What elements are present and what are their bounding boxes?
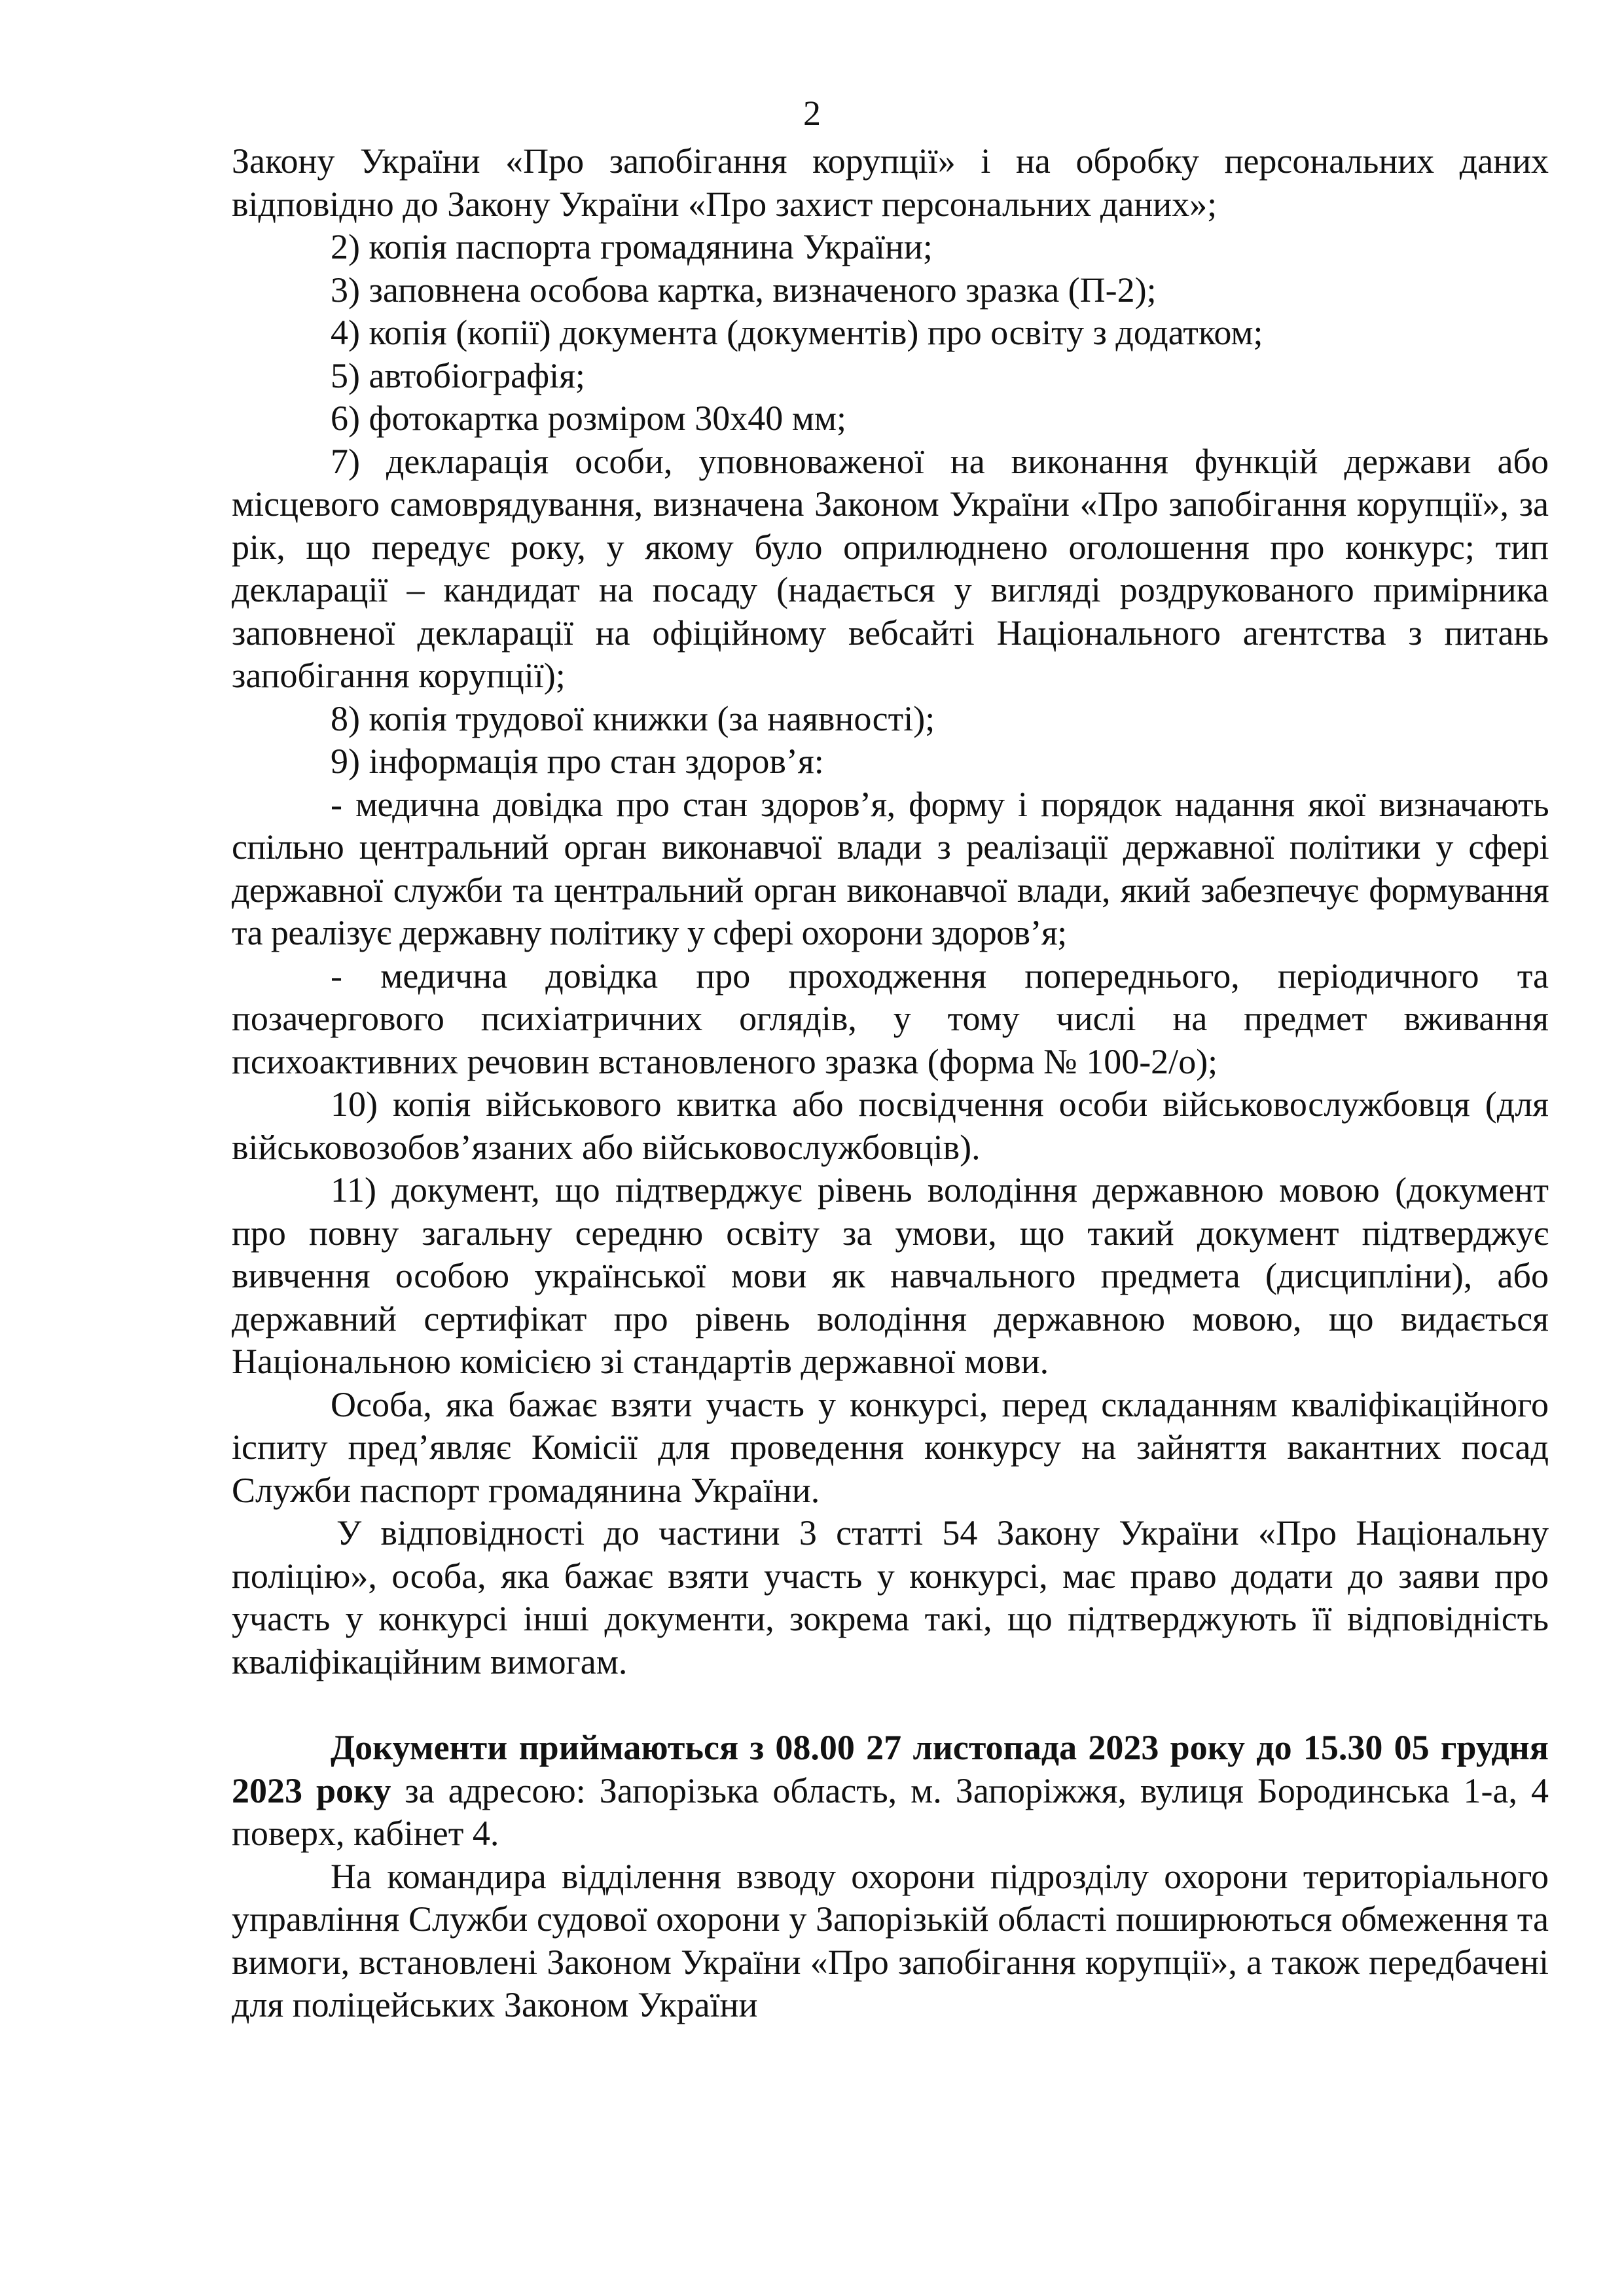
- paragraph-additional-documents: У відповідності до частини 3 статті 54 Закону України «Про Національну поліцію», особа, яка бажає взяти участь у конкурсі, має право додати до заяви про участь у конкурсі інші документи, зокрема такі, що підтверджують її відповідність кваліфікаційним вимогам.: [232, 1513, 1549, 1681]
- list-item-military-id: 10) копія військового квитка або посвідчення особи військовослужбовця (для військовозобов’язаних або військовослужбовців).: [232, 1085, 1549, 1167]
- list-item-education-documents: 4) копія (копії) документа (документів) про освіту з додатком;: [331, 313, 1263, 352]
- submission-address: за адресою: Запорізька область, м. Запоріжжя, вулиця Бородинська 1-а, 4 поверх, кабінет 4.: [232, 1770, 1549, 1853]
- page-number: 2: [803, 94, 821, 133]
- paragraph-restrictions: На командира відділення взводу охорони підрозділу охорони територіального управління Служби судової охорони у Запорізькій області поширюються обмеження та вимоги, встановлені Законом України «Про запобігання корупції», а також передбачені для поліцейських Законом України: [232, 1856, 1549, 2024]
- list-subitem-medical-certificate: - медична довідка про стан здоров’я, форму і порядок надання якої визначають спільно центральний орган виконавчої влади з реалізації державної політики у сфері державної служби та центральний орган виконавчої влади, який забезпечує формування та реалізує державну політику у сфері охорони здоров’я;: [232, 784, 1549, 952]
- list-subitem-psychiatric-exam: - медична довідка про проходження попереднього, періодичного та позачергового психіатричних оглядів, у тому числі на предмет вживання психоактивних речовин встановленого зразка (форма № 100-2/о);: [232, 956, 1549, 1081]
- list-item-passport-copy: 2) копія паспорта громадянина України;: [331, 227, 933, 266]
- list-item-health-info: 9) інформація про стан здоров’я:: [331, 742, 824, 781]
- list-item-declaration: 7) декларація особи, уповноваженої на виконання функцій держави або місцевого самоврядування, визначена Законом України «Про запобігання корупції», за рік, що передує року, у якому було оприлюднено оголошення про конкурс; тип декларації – кандидат на посаду (надається у вигляді роздрукованого примірника заповненої декларації на офіційному вебсайті Національного агентства з питань запобігання корупції);: [232, 441, 1549, 695]
- list-item-language-proficiency: 11) документ, що підтверджує рівень володіння державною мовою (документ про повну загальну середню освіту за умови, що такий документ підтверджує вивчення особою української мови як навчального предмета (дисципліни), або державний сертифікат про рівень володіння державною мовою, що видається Національною комісією зі стандартів державної мови.: [232, 1170, 1549, 1381]
- document-body: [232, 140, 1549, 2027]
- paragraph-passport-presentation: Особа, яка бажає взяти участь у конкурсі, перед складанням кваліфікаційного іспиту пред’являє Комісії для проведення конкурсу на зайняття вакантних посад Служби паспорт громадянина України.: [232, 1384, 1549, 1510]
- paragraph-spacer: [232, 1683, 1549, 1727]
- paragraph-submission-period: [232, 1727, 1549, 1856]
- submission-dates-bold: Документи приймаються з 08.00 27 листопада 2023 року до 15.30 05 грудня 2023 року: [232, 1728, 1549, 1810]
- list-item-employment-record: 8) копія трудової книжки (за наявності);: [331, 698, 935, 738]
- list-item-photo: 6) фотокартка розміром 30х40 мм;: [331, 399, 847, 438]
- list-item-autobiography: 5) автобіографія;: [331, 355, 585, 395]
- paragraph-consent-continuation: Закону України «Про запобігання корупції» і на обробку персональних даних відповідно до Закону України «Про захист персональних даних»;: [232, 141, 1549, 224]
- list-item-personal-card: 3) заповнена особова картка, визначеного зразка (П-2);: [331, 270, 1157, 310]
